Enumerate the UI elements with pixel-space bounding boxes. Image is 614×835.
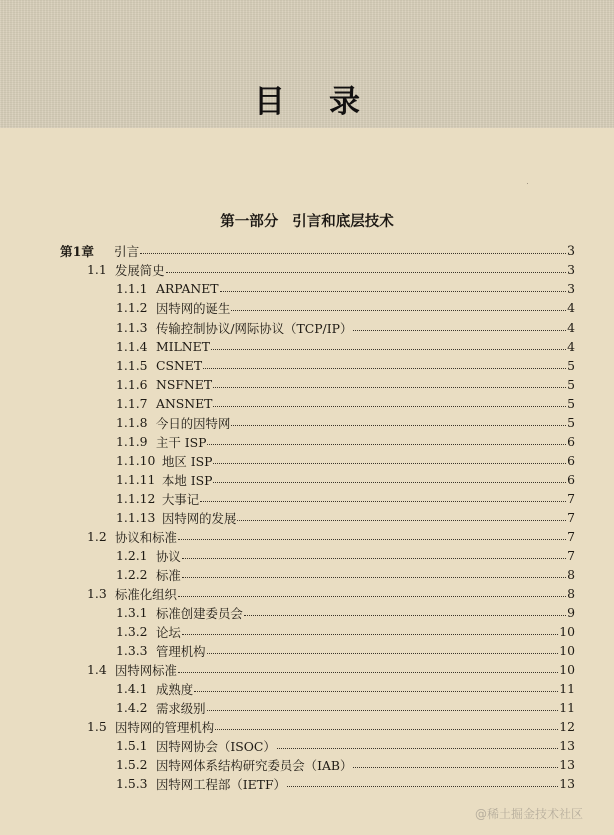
toc-page: 6 — [567, 472, 575, 487]
toc-page: 8 — [567, 567, 575, 582]
dot-leader — [220, 291, 566, 292]
dot-leader — [207, 710, 559, 711]
toc-number: 1.1 — [87, 262, 107, 277]
toc-number: 1.1.7 — [116, 396, 148, 411]
toc-title: 因特网的管理机构 — [115, 719, 215, 735]
toc-number: 1.4 — [87, 662, 107, 677]
toc-entry-subsection[interactable] — [116, 698, 575, 717]
toc-page: 5 — [567, 358, 575, 373]
toc-number: 1.4.1 — [116, 681, 148, 696]
toc-entry-subsection[interactable] — [116, 298, 575, 317]
toc-number: 1.1.10 — [116, 453, 156, 468]
toc-entry-section[interactable] — [87, 260, 575, 279]
toc-title: CSNET — [156, 358, 203, 373]
toc-entry-subsection[interactable] — [116, 470, 575, 489]
dot-leader — [215, 729, 558, 730]
toc-page: 7 — [567, 548, 575, 563]
toc-title: 标准创建委员会 — [156, 605, 243, 621]
toc-entry-section[interactable] — [87, 717, 575, 736]
toc-page: 10 — [559, 624, 575, 639]
toc-number: 1.2.2 — [116, 567, 148, 582]
toc-page: 11 — [559, 681, 575, 696]
toc-title: 地区 ISP — [162, 453, 213, 469]
dot-leader — [182, 558, 566, 559]
dot-leader — [207, 653, 559, 654]
toc-title: 论坛 — [156, 624, 181, 640]
dot-leader — [182, 634, 558, 635]
dot-leader — [211, 349, 566, 350]
watermark: @稀土掘金技术社区 — [475, 807, 584, 821]
toc-number: 1.3.2 — [116, 624, 148, 639]
dot-leader — [140, 253, 566, 254]
toc-number: 1.5.3 — [116, 776, 148, 791]
toc-title: 协议 — [156, 548, 181, 564]
dot-leader — [178, 539, 566, 540]
page-title: 目录 — [254, 84, 404, 120]
toc-number: 1.1.2 — [116, 300, 148, 315]
toc-number: 1.1.12 — [116, 491, 156, 506]
toc-page: 3 — [567, 262, 575, 277]
toc-title: 因特网体系结构研究委员会（IAB） — [156, 757, 353, 773]
toc-entry-subsection[interactable] — [116, 279, 575, 298]
dot-leader — [213, 463, 566, 464]
toc-title: 管理机构 — [156, 643, 206, 659]
toc-entry-section[interactable] — [87, 584, 575, 603]
toc-title: 主干 ISP — [156, 434, 207, 450]
dot-leader — [166, 272, 566, 273]
toc-number: 1.1.13 — [116, 510, 156, 525]
toc-entry-section[interactable] — [87, 660, 575, 679]
toc-entry-subsection[interactable] — [116, 375, 575, 394]
toc-number: 1.5.1 — [116, 738, 148, 753]
toc-page: 3 — [566, 243, 575, 258]
toc-page: 13 — [559, 776, 575, 791]
toc-entry-subsection[interactable] — [116, 565, 575, 584]
toc-number: 1.1.6 — [116, 377, 148, 392]
dot-leader — [178, 672, 558, 673]
dot-leader — [287, 786, 558, 787]
toc-page: 10 — [559, 643, 575, 658]
dot-leader — [244, 615, 566, 616]
toc-page: 4 — [567, 339, 575, 354]
dot-leader — [194, 691, 558, 692]
toc-entry-subsection[interactable] — [116, 679, 575, 698]
toc-page: 5 — [567, 396, 575, 411]
toc-entry-subsection[interactable] — [116, 356, 575, 375]
part-title — [0, 210, 614, 231]
toc-number: 1.1.5 — [116, 358, 148, 373]
toc-entry-subsection[interactable] — [116, 451, 575, 470]
toc-page: 7 — [567, 491, 575, 506]
toc-page: 7 — [567, 510, 575, 525]
toc-number: 第1章 — [60, 244, 94, 259]
toc-page: 6 — [567, 434, 575, 449]
toc-entry-subsection[interactable] — [116, 622, 575, 641]
toc-entry-subsection[interactable] — [116, 394, 575, 413]
toc-title: 因特网协会（ISOC） — [156, 738, 276, 754]
dot-leader — [353, 330, 566, 331]
toc-title: 因特网工程部（IETF） — [156, 776, 286, 792]
toc-number: 1.5 — [87, 719, 107, 734]
dot-leader — [213, 406, 566, 407]
toc-page: 3 — [567, 281, 575, 296]
toc-entry-subsection[interactable] — [116, 736, 575, 755]
dot-leader — [277, 748, 558, 749]
toc-number: 1.2.1 — [116, 548, 148, 563]
toc-entry-subsection[interactable] — [116, 489, 575, 508]
toc-title: 本地 ISP — [162, 472, 213, 488]
toc-entry-subsection[interactable] — [116, 318, 575, 337]
part-label: 第一部分 — [220, 213, 279, 230]
toc-page: 10 — [559, 662, 575, 677]
toc-entry-section[interactable] — [87, 527, 575, 546]
toc-title: 引言 — [114, 244, 140, 259]
toc-title: 成熟度 — [156, 681, 194, 697]
toc-title: NSFNET — [156, 377, 213, 392]
toc-entry-subsection[interactable] — [116, 508, 575, 527]
toc-entry-subsection[interactable] — [116, 603, 575, 622]
toc-number: 1.5.2 — [116, 757, 148, 772]
dot-leader — [203, 368, 566, 369]
toc-number: 1.1.3 — [116, 320, 148, 335]
dot-leader — [213, 482, 566, 483]
toc-page: 4 — [567, 320, 575, 335]
toc-page: 5 — [567, 415, 575, 430]
dot-leader — [353, 767, 558, 768]
toc-title: ARPANET — [156, 281, 219, 296]
toc-entry-subsection[interactable] — [116, 774, 575, 793]
toc-number: 1.1.4 — [116, 339, 148, 354]
toc-page: 12 — [559, 719, 575, 734]
part-name: 引言和底层技术 — [292, 213, 394, 230]
toc-number: 1.4.2 — [116, 700, 148, 715]
toc-number: 1.1.1 — [116, 281, 148, 296]
dot-leader — [237, 520, 566, 521]
toc-title: 协议和标准 — [115, 529, 177, 545]
dot-leader — [213, 387, 566, 388]
toc-title: 标准化组织 — [115, 586, 177, 602]
toc-page: 6 — [567, 453, 575, 468]
toc-title: 今日的因特网 — [156, 415, 231, 431]
dot-leader — [231, 425, 566, 426]
paper-speck — [527, 183, 528, 184]
dot-leader — [200, 501, 566, 502]
toc-number: 1.3.1 — [116, 605, 148, 620]
toc-number: 1.1.11 — [116, 472, 156, 487]
toc-page: 8 — [567, 586, 575, 601]
toc-title: 需求级别 — [156, 700, 206, 716]
toc-page: 13 — [559, 757, 575, 772]
toc-page: 9 — [567, 605, 575, 620]
toc-page: 7 — [567, 529, 575, 544]
toc-entry-subsection[interactable] — [116, 641, 575, 660]
toc-page: 5 — [567, 377, 575, 392]
dot-leader — [182, 577, 566, 578]
toc-entry-subsection[interactable] — [116, 755, 575, 774]
toc-title: 大事记 — [162, 491, 200, 507]
toc-entry-subsection[interactable] — [116, 413, 575, 432]
dot-leader — [207, 444, 566, 445]
toc-page: 13 — [559, 738, 575, 753]
toc-entry-subsection[interactable] — [116, 546, 575, 565]
toc-title: 因特网标准 — [115, 662, 177, 678]
toc-title: 发展简史 — [115, 262, 165, 278]
toc-title: MILNET — [156, 339, 210, 354]
toc-number: 1.1.9 — [116, 434, 148, 449]
toc-entry-subsection[interactable] — [116, 337, 575, 356]
toc-page: 4 — [567, 300, 575, 315]
toc-number: 1.3 — [87, 586, 107, 601]
toc-number: 1.1.8 — [116, 415, 148, 430]
toc-number: 1.3.3 — [116, 643, 148, 658]
toc-title: 因特网的发展 — [162, 510, 237, 526]
toc-entry-subsection[interactable] — [116, 432, 575, 451]
toc-title: ANSNET — [156, 396, 213, 411]
toc-number: 1.2 — [87, 529, 107, 544]
toc-entry-chapter[interactable] — [60, 241, 575, 260]
dot-leader — [178, 596, 566, 597]
toc-title: 传输控制协议/网际协议（TCP/IP） — [156, 320, 353, 336]
toc-title: 因特网的诞生 — [156, 300, 231, 316]
toc-title: 标准 — [156, 567, 181, 583]
toc-page: 11 — [559, 700, 575, 715]
dot-leader — [231, 310, 566, 311]
